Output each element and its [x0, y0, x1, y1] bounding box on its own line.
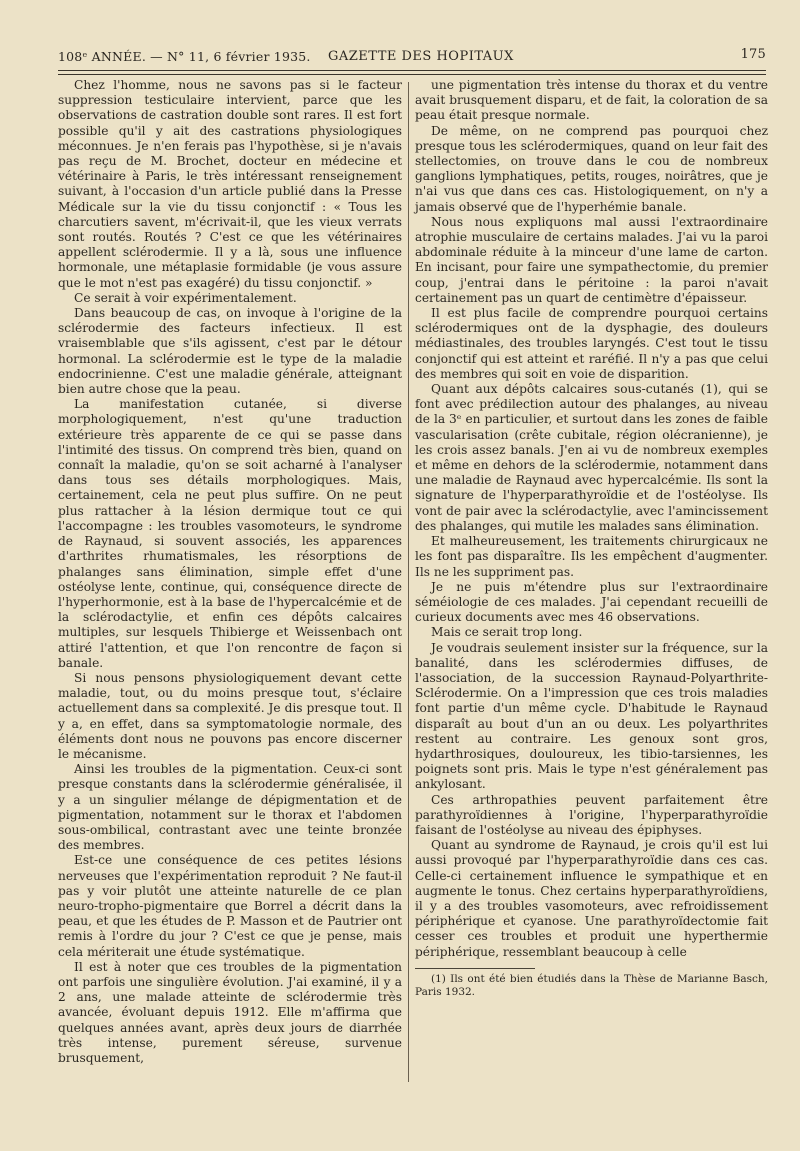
footnote: (1) Ils ont été bien étudiés dans la Thèse de Marianne Basch, Paris 1932.	[415, 972, 768, 998]
header-rule	[58, 70, 766, 71]
paragraph: Ce serait à voir expérimentalement.	[74, 290, 297, 305]
paragraph: Nous nous expliquons mal aussi l'extraordinaire atrophie musculaire de certains malades. J'ai vu la paroi abdominale réduite à la minceur d'une lame de carton. En incisant, pour faire une sympathectomie, du premier coup, j'entrai dans le péritoine : la paroi n'avait certainement pas un quart de centimètre d'épaisseur.	[415, 214, 768, 305]
running-header	[58, 44, 766, 66]
paragraph: Il est plus facile de comprendre pourquoi certains sclérodermiques ont de la dysphagie, des douleurs médiastinales, des troubles laryngés. C'est tout le tissu conjonctif qui est atteint et raréfié. Il n'y a pas que celui des membres qui soit en voie de disparition.	[415, 306, 768, 381]
paragraph: Quant aux dépôts calcaires sous-cutanés (1), qui se font avec prédilection autour des phalanges, au niveau de la 3ᵉ en particulier, et surtout dans les zones de faible vascularisation (crête cubitale, région olécranienne), je les crois assez banals. J'en ai vu de nombreux exemples et même en dehors de la sclérodermie, notamment dans une maladie de Raynaud avec hypercalcémie. Ils sont la signature de l'hyperparathyroïdie et de l'ostéolyse. Ils vont de pair avec la sclérodactylie, avec l'amincissement des phalanges, qui mutile les malades sans élimination.	[415, 382, 768, 533]
right-column	[415, 78, 768, 999]
journal-title: GAZETTE DES HOPITAUX	[328, 49, 514, 64]
paragraph: Je ne puis m'étendre plus sur l'extraordinaire séméiologie de ces malades. J'ai cependant recueilli de curieux documents avec mes 46 observations.	[415, 579, 768, 625]
paragraph: Il est à noter que ces troubles de la pigmentation ont parfois une singulière évolution. J'ai examiné, il y a 2 ans, une malade atteinte de sclérodermie très avancée, évoluant depuis 1912. Elle m'affirma que quelques années avant, après deux jours de diarrhée très intense, purement séreuse, survenue brusquement,	[58, 959, 402, 1065]
paragraph: Ainsi les troubles de la pigmentation. Ceux-ci sont presque constants dans la sclérodermie généralisée, il y a un singulier mélange de dépigmentation et de pigmentation, notamment sur le thorax et l'abdomen sous-ombilical, contrastant avec une teinte bronzée des membres.	[58, 762, 402, 853]
paragraph: Je voudrais seulement insister sur la fréquence, sur la banalité, dans les sclérodermies diffuses, de l'association, de la succession Raynaud-Polyarthrite-Sclérodermie. On a l'impression que ces trois maladies font partie d'un même cycle. D'habitude le Raynaud disparaît au bout d'un an ou deux. Les polyarthrites restent au contraire. Les genoux sont gros, hydarthrosiques, douloureux, les tibio-tarsiennes, les poignets sont pris. Mais le type n'est généralement pas ankylosant.	[415, 640, 768, 792]
paragraph: une pigmentation très intense du thorax et du ventre avait brusquement disparu, et de fait, la coloration de sa peau était presque normale.	[415, 78, 768, 123]
paragraph: Est-ce une conséquence de ces petites lésions nerveuses que l'expérimentation reproduit ? Ne faut-il pas y voir plutôt une atteinte naturelle de ce plan neuro-tropho-pigmentaire que Borrel a décrit dans la peau, et que les études de P. Masson et de Pautrier ont remis à l'ordre du jour ? C'est ce que je pense, mais cela mériterait une étude systématique.	[58, 853, 402, 959]
paragraph: Mais ce serait trop long.	[431, 625, 583, 640]
left-column	[58, 78, 402, 1066]
paragraph: Dans beaucoup de cas, on invoque à l'origine de la sclérodermie des facteurs infectieux. Il est vraisemblable que s'ils agissent, c'est par le détour hormonal. La sclérodermie est le type de la maladie endocrinienne. C'est une maladie générale, atteignant bien autre chose que la peau.	[58, 306, 402, 397]
column-divider	[408, 82, 409, 1082]
header-rule-thin	[58, 74, 766, 75]
paragraph: De même, on ne comprend pas pourquoi chez presque tous les sclérodermiques, quand on leur fait des stellectomies, on trouve dans le cou de nombreux ganglions lymphatiques, petits, rouges, noirâtres, que je n'ai vus que dans ces cas. Histologiquement, on n'y a jamais observé que de l'hyperhémie banale.	[415, 123, 768, 214]
paragraph: La manifestation cutanée, si diverse morphologiquement, n'est qu'une traduction extérieure très apparente de ce qui se passe dans l'intimité des tissus. On comprend très bien, quand on connaît la maladie, qu'on se soit acharné à l'analyser dans tous ses détails morphologiques. Mais, certainement, cela ne peut plus suffire. On ne peut plus rattacher à la lésion dermique tout ce qui l'accompagne : les troubles vasomoteurs, le syndrome de Raynaud, si souvent associés, les apparences d'arthrites rhumatismales, les résorptions de phalanges sans élimination, simple effet d'une ostéolyse lente, continue, qui, conséquence directe de l'hyperhormonie, est à la base de l'hypercalcémie et de la sclérodactylie, et enfin ces dépôts calcaires multiples, sur lesquels Thibierge et Weissenbach ont attiré l'attention, et que l'on rencontre de façon si banale.	[58, 397, 402, 670]
paragraph: Et malheureusement, les traitements chirurgicaux ne les font pas disparaître. Ils les empêchent d'augmenter. Ils ne les suppriment pas.	[415, 534, 768, 579]
paragraph: Si nous pensons physiologiquement devant cette maladie, tout, ou du moins presque tout, s'éclaire actuellement dans sa complexité. Je dis presque tout. Il y a, en effet, dans sa symptomatologie normale, des éléments dont nous ne pouvons pas encore discerner le mécanisme.	[58, 670, 402, 761]
paragraph: Chez l'homme, nous ne savons pas si le facteur suppression testiculaire intervient, parce que les observations de castration double sont rares. Il est fort possible qu'il y ait des castrations physiologiques méconnues. Je n'en ferais pas l'hypothèse, si je n'avais pas reçu de M. Brochet, docteur en médecine et vétérinaire à Paris, le très intéressant renseignement suivant, à l'occasion d'un article publié dans la Presse Médicale sur la vie du tissu conjonctif : « Tous les charcutiers savent, m'écrivait-il, que les vieux verrats sont routés. Routés ? C'est ce que les vétérinaires appellent sclérodermie. Il y a là, sous une influence hormonale, une métaplasie formidable (je vous assure que le mot n'est pas exagéré) du tissu conjonctif. »	[58, 78, 402, 290]
paragraph: Quant au syndrome de Raynaud, je crois qu'il est lui aussi provoqué par l'hyperparathyroïdie dans ces cas. Celle-ci certainement influence le sympathique et en augmente le tonus. Chez certains hyperparathyroïdiens, il y a des troubles vasomoteurs, avec refroidissement périphérique et cyanose. Une parathyroïdectomie fait cesser ces troubles et produit une hyperthermie périphérique, ressemblant beaucoup à celle	[415, 838, 768, 959]
page-number: 175	[740, 47, 766, 62]
paragraph: Ces arthropathies peuvent parfaitement être parathyroïdiennes à l'origine, l'hyperparathyroïdie faisant de l'ostéolyse au niveau des épiphyses.	[415, 792, 768, 837]
issue-line: 108ᵉ ANNÉE. — N° 11, 6 février 1935.	[58, 49, 311, 64]
footnote-rule	[415, 968, 535, 969]
